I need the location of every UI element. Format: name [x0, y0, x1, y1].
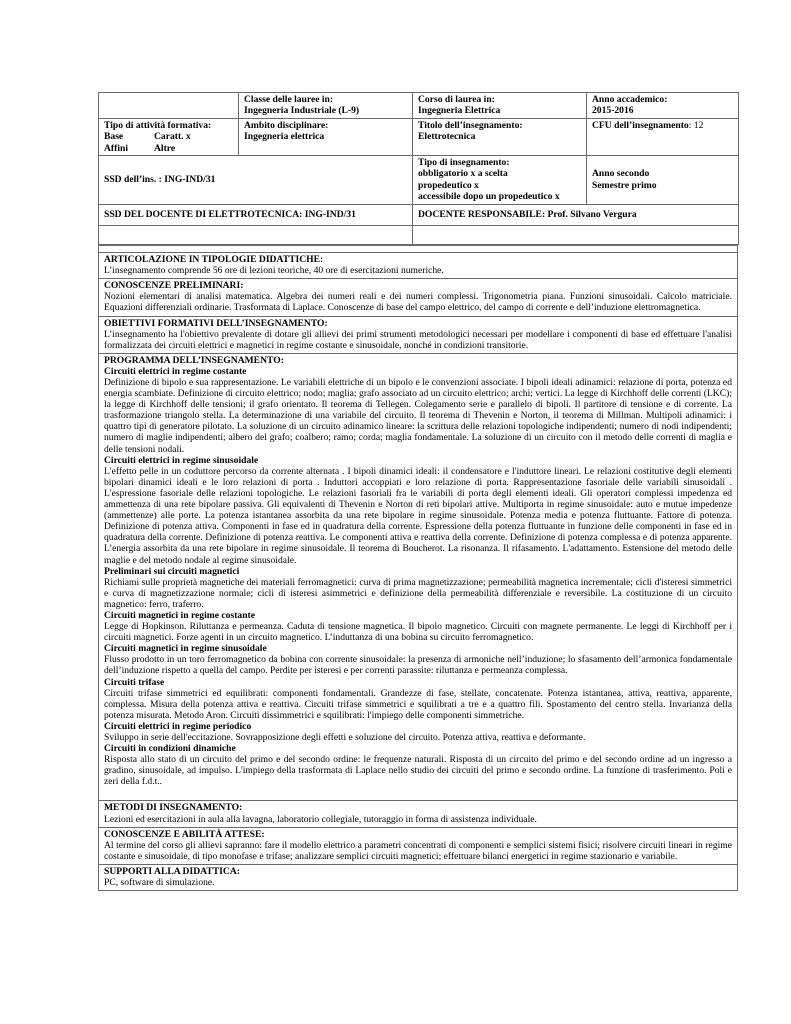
semestre: Semestre primo [592, 179, 657, 191]
corso-cell [413, 93, 587, 119]
section-conoscenze-attese [98, 828, 738, 865]
tipo-attivita-cell [99, 118, 239, 155]
tipo-ins-label: Tipo di insegnamento: [418, 157, 510, 169]
header-empty-cell [99, 93, 239, 119]
programma-title: PROGRAMMA DELL’INSEGNAMENTO: [104, 354, 284, 366]
topic-text: L'effetto pelle in un coduttore percorso da corrente alternata . I bipoli dinamici ideali: il condensatore e l'induttore lineari. Le relazioni costitutive degli elementi bipolari dinamici ideali e le loro relazioni di porta . Induttori accoppiati e loro relazione di porta. Rappresentazione fasoriale delle variabili sinusoidali . L'espressione fasoriale delle relazioni topologiche. Le relazioni fasoriali fra le variabili di porta degli elementi ideali. Gli operatori complessi impedenza ed ammettenza di una rete bipolare passiva. Gli equivalenti di Thevenin e Norton di reti bipolari attive. Multiporta in regime sinusoidale: auto e mutue impedenze (ammettenze) alle porte. La potenza istantanea assorbita da una rete bipolare in regime sinusoidale. Potenza media e potenza fluttuante. Fattore di potenza. Definizione di potenza attiva. Componenti in fase ed in quadratura della corrente. Espressione della potenza fluttuante in funzione delle componenti in fase ed in quadratura della corrente. Definizione di potenza reattiva. Le componenti attiva e reattiva della corrente. Definizione di potenza complessa e di potenza apparente. L’energia assorbita da una rete bipolare in regime sinusoidale. Il teorema di Boucherot. La risonanza. Il rifasamento. L'adattamento. Estensione del metodo delle maglie e del metodo nodale al regime sinusoidale. [104, 465, 732, 566]
tipo-ins-line-1: obbligatorio x a scelta [418, 168, 508, 180]
topic-heading: Circuiti elettrici in regime costante [104, 365, 247, 377]
cfu-cell [587, 118, 739, 155]
topic-heading: Preliminari sui circuiti magnetici [104, 565, 240, 577]
header-row-1 [99, 93, 739, 119]
section-articolazione [98, 253, 738, 279]
supporti-text: PC, software di simulazione. [104, 877, 215, 889]
header-spacer-row [99, 226, 739, 245]
tipo-ins-line-3: accessibile dopo un propedeutico x [418, 191, 560, 203]
ambito-value: Ingegneria elettrica [244, 131, 325, 143]
obiettivi-title: OBIETTIVI FORMATIVI DELL’INSEGNAMENTO: [104, 317, 328, 329]
header-row-3 [99, 156, 739, 205]
tipo-base: Base [104, 131, 124, 143]
classe-value: Ingegneria Industriale (L-9) [244, 105, 360, 117]
tipo-caratt: Caratt. x [154, 131, 191, 143]
articolazione-title: ARTICOLAZIONE IN TIPOLOGIE DIDATTICHE: [104, 254, 324, 266]
header-row-2 [99, 118, 739, 155]
tipo-ins-line-2: propedeutico x [418, 179, 479, 191]
ssd-docente-text: SSD DEL DOCENTE DI ELETTROTECNICA: ING-IND/31 [104, 208, 356, 220]
topic-text: Circuiti trifase simmetrici ed equilibrati: componenti fondamentali. Grandezze di fase, stellate, concatenate. Potenza istantanea, attiva, reattiva, apparente, complessa. Misura della potenza attiva e reattiva. Circuiti trifase simmetrici e squilibrati a tre e a quattro fili. Spostamento del centro stella. Invarianza della potenza misurata. Metodo Aron. Circuiti dissimmetrici e squilibrati: l'impiego delle componenti simmetriche. [104, 687, 732, 721]
titolo-label: Titolo dell’insegnamento: [418, 119, 523, 131]
conoscenze-att-text: Al termine del corso gli allievi sapranno: fare il modello elettrico a parametri concentrati di componenti e semplici sistemi fisici; risolvere circuiti lineari in regime costante e sinusoidale, di tipo monofase e trifase; analizzare semplici circuiti magnetici; effettuare bilanci energetici in regime stazionario e variabile. [104, 839, 732, 862]
anno-value: 2015-2016 [592, 105, 634, 117]
header-row-4 [99, 204, 739, 225]
section-conoscenze-preliminari [98, 279, 738, 316]
topic-heading: Circuiti in condizioni dinamiche [104, 743, 236, 755]
topic-text: Risposta allo stato di un circuito del primo e del secondo ordine: le frequenze naturali. Risposta di un circuito del primo e del secondo ordine ad un ingresso a gradino, sinusoidale, ad impulso. L'impiego della trasformata di Laplace nello studio dei circuiti del primo e secondo ordine. La funzione di trasferimento. Poli e zeri della f.d.t.. [104, 754, 732, 788]
topic-heading: Circuiti elettrici in regime sinusoidale [104, 454, 259, 466]
topic-text: Sviluppo in serie dell'eccitazione. Sovrapposizione degli effetti e soluzione del circuito. Potenza attiva, reattiva e deformante. [104, 732, 586, 743]
section-gap [98, 245, 738, 253]
section-metodi [98, 801, 738, 827]
corso-value: Ingegneria Elettrica [418, 105, 501, 117]
ambito-cell [239, 118, 413, 155]
supporti-title: SUPPORTI ALLA DIDATTICA: [104, 865, 240, 877]
topic-text: Flusso prodotto in un toro ferromagnetico da bobina con corrente sinusoidale: la presenza di armoniche nell’induzione; lo sfasamento dell’armonica fondamentale dell’induzione rispetto a quella del campo. Perdite per isteresi e per correnti parassite: riluttanza e permeanza complessa. [104, 654, 732, 677]
classe-label: Classe delle lauree in: [244, 94, 334, 105]
topic-text: Definizione di bipolo e sua rappresentazione. Le variabili elettriche di un bipolo e le convenzioni associate. I bipoli ideali adinamici: relazione di porta, potenza ed energia scambiate. Definizione di circuito elettrico; nodo; maglia; grafo associato ad un circuito elettrico; archi; vertici. La legge di Kirchhoff delle correnti (LKC); la legge di Kirchhoff delle tensioni; il grafo orientato. Il teorema di Tellegen. Colegamento serie e parallelo di bipoli. Il partitore di tensione e di corrente. La trasformazione triangolo stella. La determinazione di una variabile del circuito. Il teorema di Thevenin e Norton, il teorema di Millman. Multipoli adinamici: i quattro tipi di generatore pilotato. La soluzione di un circuito adinamico lineare: la scrittura delle relazioni topologiche indipendenti; numero di nodi indipendenti; numero di maglie indipendenti; albero del grafo; coalbero; ramo; corda; maglia fondamentale. La soluzione di un circuito con il metodo delle correnti di maglia e delle tensioni nodali. [104, 377, 732, 455]
anno-corso: Anno secondo [592, 168, 650, 180]
anno-accademico-cell [587, 93, 739, 119]
topic-heading: Circuiti trifase [104, 676, 165, 688]
topic-text: Richiami sulle proprietà magnetiche dei materiali ferromagnetici: curva di prima magnetizzazione; permeabilità magnetica incrementale; cicli d'isteresi simmetrici e curva di magnetizzazione normale; cicli di isteresi asimmetrici e definizione della permeabilità differenziale e reversibile. La costituzione di un circuito magnetico: ferro, traferro. [104, 576, 732, 610]
ssd-cell [99, 156, 413, 205]
conoscenze-prel-text: Nozioni elementari di analisi matematica. Algebra dei numeri reali e dei numeri complessi. Trigonometria piana. Funzioni sinusoidali. Calcolo matriciale. Equazioni differenziali ordinarie. Trasformata di Laplace. Conoscenze di base del campo elettrico, del campo di corrente e dell’induzione elettromagnetica. [104, 291, 732, 314]
obiettivi-text: L’insegnamento ha l'obiettivo prevalente di dotare gli allievi dei primi strumenti metodologici necessari per modellare i componenti di base ed effettuare l'analisi formalizzata dei circuiti elettrici e magnetici in regime costante e sinusoidale, nonché in condizioni transitorie. [104, 328, 732, 351]
conoscenze-att-title: CONOSCENZE E ABILITÀ ATTESE: [104, 828, 265, 840]
articolazione-text: L’insegnamento comprende 56 ore di lezioni teoriche, 40 ore di esercitazioni numeriche. [104, 265, 444, 277]
section-programma [98, 354, 738, 802]
tipo-attivita-label: Tipo di attività formativa: [104, 119, 212, 131]
cfu-label: CFU dell’insegnamento [592, 119, 689, 131]
cfu-value: : 12 [688, 119, 704, 131]
course-sheet [98, 92, 738, 891]
corso-label: Corso di laurea in: [418, 94, 495, 105]
docente-text: DOCENTE RESPONSABILE: Prof. Silvano Vergura [418, 208, 637, 220]
ssd-text: SSD dell’ins. : ING-IND/31 [104, 174, 216, 186]
ambito-label: Ambito disciplinare: [244, 119, 329, 131]
anno-label: Anno accademico: [592, 94, 668, 105]
topic-heading: Circuiti elettrici in regime periodico [104, 720, 252, 732]
docente-cell [413, 204, 739, 225]
titolo-value: Elettrotecnica [418, 131, 476, 143]
section-supporti [98, 865, 738, 891]
ssd-docente-cell [99, 204, 413, 225]
section-obiettivi [98, 317, 738, 354]
spacer-right [413, 226, 739, 245]
topic-text: Legge di Hopkinson. Riluttanza e permeanza. Caduta di tensione magnetica. Il bipolo magnetico. Circuiti con magnete permanente. Le leggi di Kirchhoff per i circuiti magnetici. Forze agenti in un circuito magnetico. L’induttanza di una bobina su circuito ferromagnetico. [104, 621, 732, 644]
topic-heading: Circuiti magnetici in regime sinusoidale [104, 643, 267, 655]
anno-semestre-cell [587, 156, 739, 205]
conoscenze-prel-title: CONOSCENZE PRELIMINARI: [104, 280, 244, 292]
titolo-cell [413, 118, 587, 155]
header-table [98, 92, 739, 245]
metodi-title: METODI DI INSEGNAMENTO: [104, 802, 243, 814]
tipo-affini: Affini [104, 142, 128, 154]
tipo-altre: Altre [154, 142, 176, 154]
tipo-insegnamento-cell [413, 156, 587, 205]
classe-cell [239, 93, 413, 119]
topic-heading: Circuiti magnetici in regime costante [104, 609, 255, 621]
metodi-text: Lezioni ed esercitazioni in aula alla lavagna, laboratorio collegiale, tutoraggio in forma di assistenza individuale. [104, 813, 537, 825]
spacer-left [99, 226, 413, 245]
